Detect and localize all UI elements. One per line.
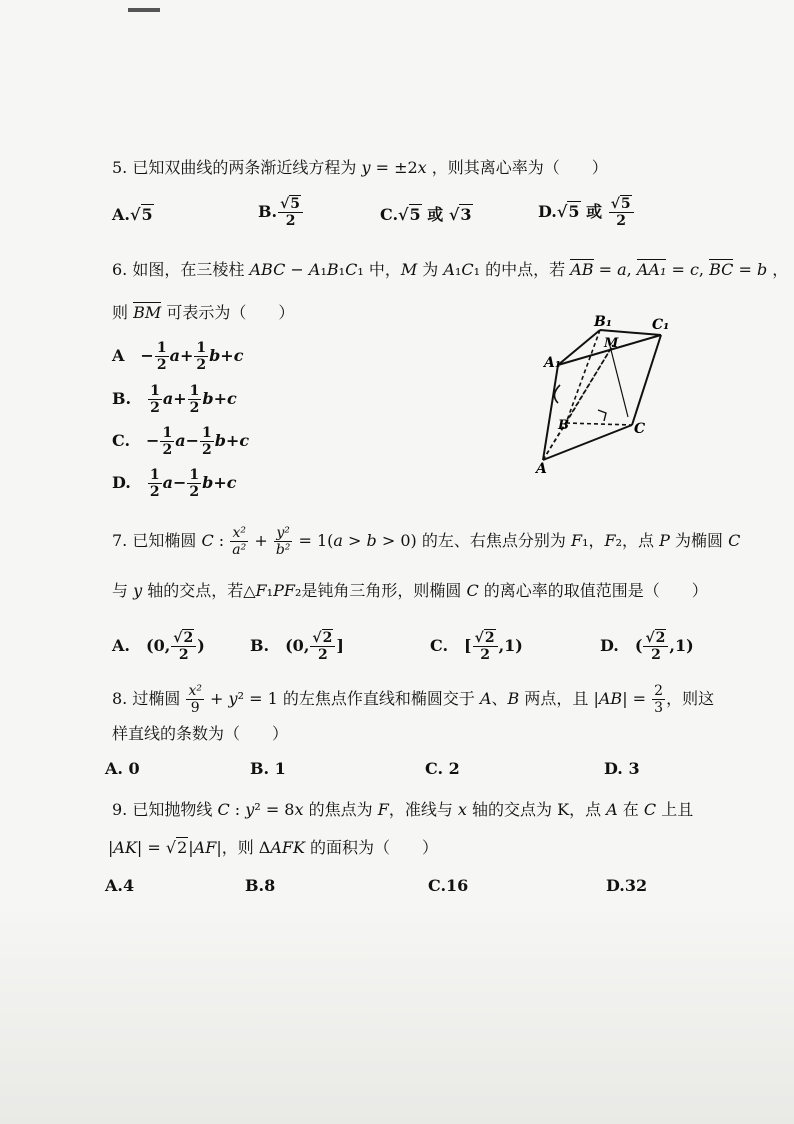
edge-bc — [566, 423, 632, 425]
q6-option-d: D. $\frac{1}{2}$ a− $\frac{1}{2}$ b+c — [112, 467, 237, 500]
prism-figure — [528, 305, 698, 480]
q9-option-a: A.4 — [105, 876, 135, 895]
q8-option-b: B. 1 — [250, 759, 286, 778]
label-a1: A₁ — [544, 355, 561, 371]
q8-stem-line1: 8. 过椭圆 $\frac{\text{x²}}{9}$ + y² = 1 的左焦点作直线和椭圆交于 A、B 两点，且 |AB| = $\frac{2}{3}$ ，则这 — [112, 683, 715, 716]
q5-option-c: C.√5 或 √3 — [380, 205, 472, 224]
q6-stem-line2: 则 BM 可表示为（ ） — [112, 303, 295, 322]
q9-stem-line1: 9. 已知抛物线 C : y² = 8x 的焦点为 F，准线与 x 轴的交点为 K，点 A 在 C 上且 — [112, 800, 694, 819]
edge-ac — [543, 425, 632, 460]
label-c: C — [634, 421, 646, 437]
right-angle-mark — [598, 410, 606, 421]
scan-mark — [128, 8, 160, 12]
q6-option-c: C. − $\frac{1}{2}$ a− $\frac{1}{2}$ b+c — [112, 425, 250, 458]
q8-stem-line2: 样直线的条数为（ ） — [112, 724, 289, 743]
edge-a1a — [543, 365, 558, 460]
label-a: A — [536, 461, 547, 477]
q7-option-c: C. [ $\frac{√2}{2}$ ,1) — [430, 630, 523, 663]
q5-stem: 5. 已知双曲线的两条渐近线方程为 y = ±2x ，则其离心率为（ ） — [112, 158, 608, 177]
page-shadow — [0, 900, 794, 1124]
q7-stem-line1: 7. 已知椭圆 C : $\frac{\text{x²}}{\text{a²}}$ + $\frac{\text{y²}}{\text{b²}}$ = 1(a > b > 0) 的左、右焦点分别为 F₁，F₂，点 P 为椭圆 C — [112, 525, 741, 558]
label-c1: C₁ — [652, 317, 670, 333]
label-b1: B₁ — [594, 314, 612, 330]
q6-option-b: B. $\frac{1}{2}$ a+ $\frac{1}{2}$ b+c — [112, 383, 237, 416]
q5-option-a: A.√5 — [112, 205, 153, 224]
height-line — [609, 342, 628, 417]
q6-stem-line1: 6. 如图，在三棱柱 ABC − A₁B₁C₁ 中，M 为 A₁C₁ 的中点，若 AB = a, AA₁ = c, BC = b ， — [112, 260, 789, 279]
q5-option-b: B. $\frac{√5}{2}$ — [258, 196, 304, 229]
q9-option-b: B.8 — [245, 876, 276, 895]
q9-option-d: D.32 — [606, 876, 648, 895]
q5-option-d: D.√5 或 $\frac{√5}{2}$ — [538, 196, 635, 229]
q7-option-a: A. (0, $\frac{√2}{2}$ ) — [112, 630, 205, 663]
q9-option-c: C.16 — [428, 876, 469, 895]
q8-option-a: A. 0 — [105, 759, 140, 778]
q8-option-c: C. 2 — [425, 759, 460, 778]
q7-option-d: D. ( $\frac{√2}{2}$ ,1) — [600, 630, 694, 663]
q6-option-a: A − $\frac{1}{2}$ a+ $\frac{1}{2}$ b+c — [112, 340, 244, 373]
label-b: B — [558, 418, 569, 433]
edge-c1c — [632, 335, 661, 425]
q8-option-d: D. 3 — [604, 759, 640, 778]
q7-stem-line2: 与 y 轴的交点，若△F₁PF₂是钝角三角形，则椭圆 C 的离心率的取值范围是（ ） — [112, 581, 708, 600]
q9-stem-line2: |AK| = √2|AF|，则 ΔAFK 的面积为（ ） — [108, 838, 439, 857]
q7-option-b: B. (0, $\frac{√2}{2}$ ] — [250, 630, 344, 663]
label-m: M — [604, 336, 619, 351]
